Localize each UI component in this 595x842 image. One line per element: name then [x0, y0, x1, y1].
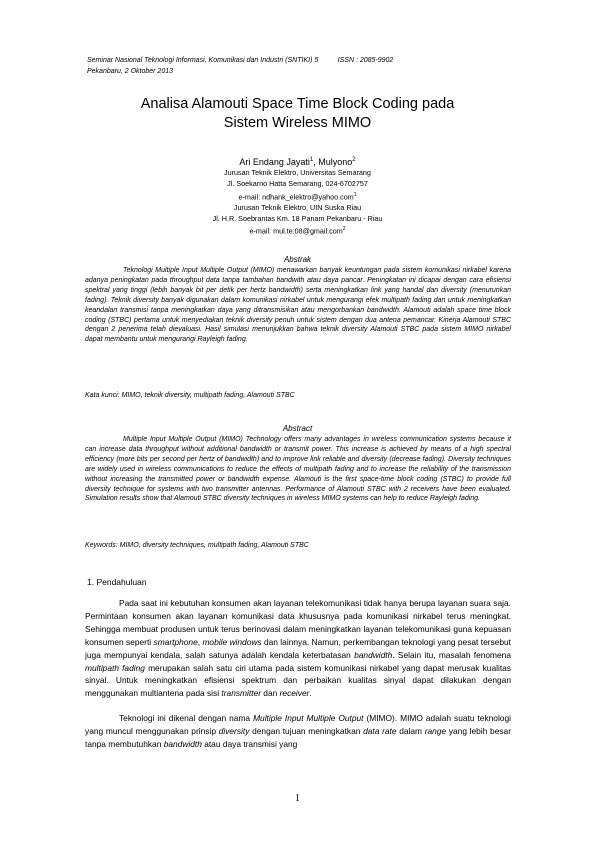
running-header: [87, 56, 393, 77]
abstract-keywords: Keywords: MIMO, diversity techniques, multipath fading, Alamouti STBC: [85, 542, 309, 549]
p2-text-c: dengan tujuan meningkatkan: [249, 725, 364, 736]
p1-text-b: ,: [197, 636, 203, 647]
abstract-text: Multiple Input Multiple Output (MIMO) Technology offers many advantages in wireless communication systems because it can increase data throughput without additional bandwidth or transmit power. This increase is achieved by means of a high spectral efficiency (more bits per second per hertz of bandwidth) and to improve link reliable and diversity (decrease fading). Diversity techniques are widely used in wireless communications to reduce the effects of multipath fading and to increase the reliability of the transmission without increasing the transmitted power or bandwidth expense. Alamouti is the first space-time block coding (STBC) to provide full diversity technique for systems with two transmitter antennas. Performance of Alamouti STBC with 2 receivers have been evaluated. Simulation results show that Alamouti STBC diversity techniques in wireless MIMO systems can help to reduce Rayleigh fading.: [85, 436, 511, 503]
affiliation-email-1: [60, 190, 535, 203]
email-1-text: e-mail: ndhank_elektro@yahoo.com: [238, 191, 354, 201]
author-name-2: , Mulyono: [313, 157, 353, 167]
affiliations: [60, 168, 535, 238]
p2-text-e: yang lebih besar tanpa membutuhkan: [85, 725, 511, 749]
title-line-2: Sistem Wireless MIMO: [223, 115, 372, 131]
email-2-sup: 2: [342, 226, 346, 233]
p2-italic-diversity: diversity: [218, 725, 250, 736]
p2-italic-range: range: [424, 725, 447, 736]
p1-italic-smartphone: smartphone: [153, 636, 198, 647]
header-date: Pekanbaru, 2 Oktober 2013: [87, 67, 174, 75]
p1-italic-bandwidth: bandwidth: [354, 649, 393, 660]
p2-italic-data-rate: data rate: [363, 725, 397, 736]
p2-text-a: Teknologi ini dikenal dengan nama: [119, 713, 254, 723]
p1-italic-multipath-fading: multipath fading: [85, 662, 145, 673]
p1-italic-mobile-windows: mobile windows: [202, 636, 262, 647]
p1-text-f: dan: [260, 688, 280, 699]
affiliation-address-1: Jl. Soekarno Hatta Semarang, 024-6702757: [227, 178, 368, 188]
p2-italic-bandwidth: bandwidth: [163, 738, 202, 749]
email-2-text: e-mail: mul.te.08@gmail.com: [249, 226, 343, 236]
author-name-1: Ari Endang Jayati: [239, 157, 310, 167]
affiliation-dept-1: Jurusan Teknik Elektro, Universitas Semarang: [224, 168, 371, 177]
abstrak-text: Teknologi Multiple Input Multiple Output (MIMO) menawarkan banyak keuntungan pada sistem komunikasi nirkabel karena adanya peningkatan pada throughput data tanpa tambahan bandwith atau daya pancar. Peningkatan ini dicapai dengan cara efisiensi spektral yang tinggi (lebih banyak bit per detik per hertz bandwidth) serta meningkatkan link yang handal dan diversity (menurunkan fading). Teknik diversity banyak digunakan dalam komunikasi nirkabel untuk mengurangi efek multipath fading dan untuk meningkatkan keandalan transmisi tanpa meningkatkan daya yang ditransmisikan atau mengorbankan bandwidth. Alamouti adalah space time block coding (STBC) pertama untuk menyediakan teknik diversity penuh untuk sistem dengan dua antena pemancar. Kinerja Alamouti STBC dengan 2 penerima telah dievaluasi. Hasil simulasi menunjukkan bahwa teknik diversity Alamouti STBC pada sistem MIMO nirkabel dapat membantu untuk mengurangi Rayleigh fading.: [85, 267, 511, 344]
p2-text-b: (MIMO). MIMO adalah suatu teknologi yang muncul menggunakan prinsip: [85, 713, 511, 736]
affiliation-dept-2: Jurusan Teknik Elektro, UIN Suska Riau: [233, 202, 362, 212]
p2-italic-mimo: Multiple Input Multiple Output: [253, 713, 364, 723]
p1-italic-transmitter: transmitter: [221, 688, 261, 699]
abstrak-heading: Abstrak: [283, 255, 312, 264]
header-conference: Seminar Nasional Teknologi Informasi, Komunikasi dan Industri (SNTIKI) 5 ISSN : 2085-9902: [87, 57, 394, 64]
p1-text-c: dan lainnya. Namun, perkembangan teknologi yang pesat tersebut juga mempunyai kendala, salah satunya adalah kendala keterbatasan: [85, 636, 511, 660]
email-1-sup: 1: [353, 191, 357, 198]
page-number: 1: [295, 793, 300, 804]
body-paragraph-2: [85, 712, 511, 751]
paper-title: [60, 95, 535, 133]
p2-text-f: atau daya transmisi yang: [201, 738, 298, 749]
section-heading: 1. Pendahuluan: [87, 577, 147, 587]
affiliation-address-2: Jl. H.R. Soebrantas Km. 18 Panam Pekanbaru - Riau: [212, 213, 383, 223]
author-line: [60, 157, 535, 167]
title-line-1: Analisa Alamouti Space Time Block Coding pada: [140, 96, 455, 112]
p1-text-d: . Selain itu, masalah fenomena: [392, 649, 511, 660]
author-sup-1: 1: [309, 157, 314, 163]
p1-text-a: Pada saat ini kebutuhan konsumen akan layanan telekomunikasi tidak hanya berupa layanan suara saja. Permintaan konsumen akan layanan komunikasi data khususnya pada komunikasi nirkabel terus meningkat. Sehingga membuat produsen untuk terus berinovasi dalam meningkatkan layanan telekomunikasi guna kepuasan konsumen seperti: [85, 598, 511, 647]
p2-text-d: dalam: [396, 725, 425, 736]
affiliation-email-2: [60, 224, 535, 237]
abstract-heading: Abstract: [282, 424, 313, 433]
body-paragraph-1: [85, 597, 511, 700]
abstrak-keywords: Kata kunci: MIMO, teknik diversity, multipath fading, Alamouti STBC: [85, 392, 295, 399]
p1-text-e: merupakan salah satu ciri utama pada sistem komunikasi nirkabel yang dapat merusak kualitas sinyal. Untuk meningkatkan efisiensi spektrum dan perbaikan kualitas sinyal dapat dilakukan dengan menggunakan multiantena pada sisi: [85, 662, 511, 699]
author-sup-2: 2: [352, 157, 356, 163]
p1-italic-receiver: receiver: [279, 688, 310, 699]
p1-text-g: .: [309, 688, 312, 699]
